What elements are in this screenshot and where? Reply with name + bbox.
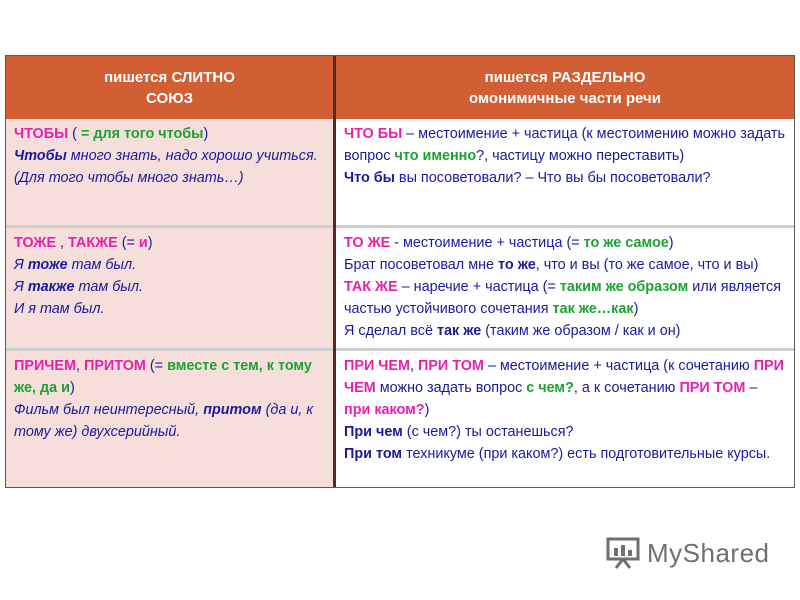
row1-right-cell: [336, 119, 794, 225]
column-divider: [333, 56, 336, 487]
row1-left-rule: ЧТОБЫ ( = для того чтобы): [14, 126, 209, 142]
row3-right-cell: [336, 351, 794, 487]
row1-right-example: Что бы вы посоветовали? – Что вы бы посоветовали?: [344, 170, 711, 186]
row2-left-rule: ТОЖЕ , ТАКЖЕ (= и): [14, 235, 153, 251]
row2-right-example-2: Я сделал всё так же (таким же образом / как и он): [344, 323, 681, 339]
row3-right-rule: ПРИ ЧЕМ, ПРИ ТОМ – местоимение + частица (к сочетанию ПРИ ЧЕМ можно задать вопрос с чем?, а к сочетанию ПРИ ТОМ – при каком?): [344, 358, 784, 418]
row1-left-cell: [6, 119, 333, 225]
row3-left-rule: ПРИЧЕМ, ПРИТОМ (= вместе с тем, к тому же, да и): [14, 358, 312, 396]
header-left-title: пишется СЛИТНО: [104, 68, 235, 86]
row3-right-example-1: При чем (с чем?) ты останешься?: [344, 424, 574, 440]
myshared-logo: [605, 535, 770, 571]
row3-left-cell: [6, 351, 333, 487]
row2-right-rule-1: ТО ЖЕ - местоимение + частица (= то же самое): [344, 235, 674, 251]
row-divider-2: [6, 348, 794, 351]
header-left-subtitle: СОЮЗ: [146, 89, 193, 107]
header-right-title: пишется РАЗДЕЛЬНО: [484, 68, 646, 86]
row3-right-example-2: При том техникуме (при каком?) есть подготовительные курсы.: [344, 446, 771, 462]
row2-right-rule-2: ТАК ЖЕ – наречие + частица (= таким же образом или является частью устойчивого сочетания так же…как): [344, 279, 782, 317]
row2-right-example-1: Брат посоветовал мне то же, что и вы (то же самое, что и вы): [344, 257, 759, 273]
row2-left-example-2: Я также там был.: [14, 279, 144, 295]
presentation-board-icon: [605, 536, 641, 570]
row2-left-cell: [6, 228, 333, 348]
row2-left-example-1: Я тоже там был.: [14, 257, 137, 273]
header-left: [6, 56, 333, 119]
row-divider-1: [6, 225, 794, 228]
comparison-table: [5, 55, 795, 488]
row2-left-example-3: И я там был.: [14, 301, 105, 317]
row1-left-example: Чтобы много знать, надо хорошо учиться. (Для того чтобы много знать…): [14, 148, 318, 186]
header-right: [336, 56, 794, 119]
row3-left-example: Фильм был неинтересный, притом (да и, к тому же) двухсерийный.: [14, 402, 314, 440]
row2-right-cell: [336, 228, 794, 348]
logo-text: MyShared: [647, 537, 770, 568]
row1-right-rule: ЧТО БЫ – местоимение + частица (к местоимению можно задать вопрос что именно?, частицу можно переставить): [344, 126, 785, 164]
header-right-subtitle: омонимичные части речи: [469, 89, 661, 107]
